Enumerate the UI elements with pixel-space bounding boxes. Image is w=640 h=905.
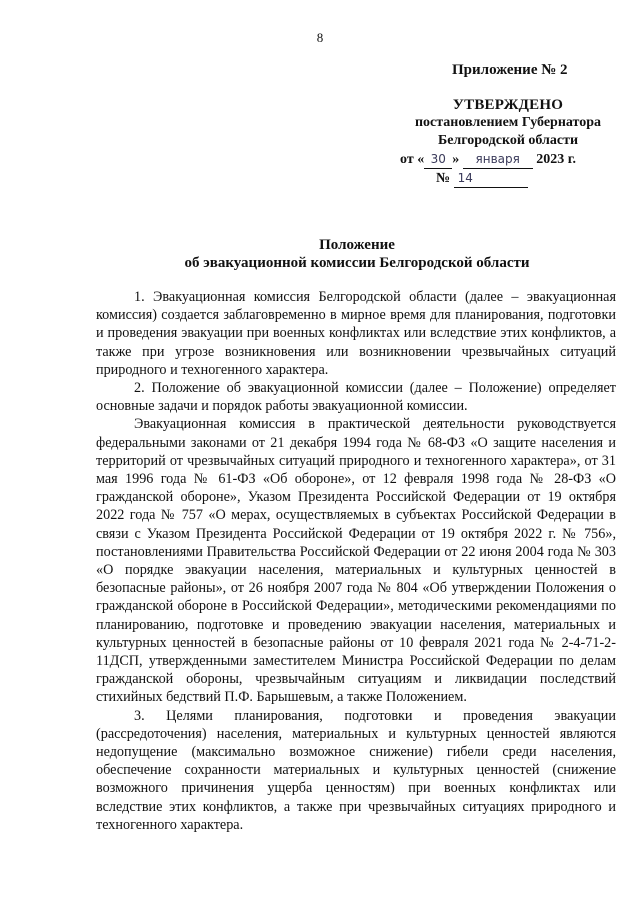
date-mid: » — [452, 152, 460, 167]
document-body — [96, 288, 616, 834]
paragraph-3: Эвакуационная комиссия в практической деятельности руководствуется федеральными законами от 21 декабря 1994 года № 68-ФЗ «О защите населения и территорий от чрезвычайных ситуаций природного и техногенного характера», от 31 мая 1996 года № 61-ФЗ «Об обороне», от 12 февраля 1998 года № 28-ФЗ «О гражданской обороне», Указом Президента Российской Федерации от 19 октября 2022 года № 757 «О мерах, осуществляемых в субъектах Российской Федерации в связи с Указом Президента Российской Федерации от 19 октября 2022 г. № 756», постановлениями Правительства Российской Федерации от 22 июня 2004 года № 303 «О порядке эвакуации населения, материальных и культурных ценностей в безопасные районы», от 26 ноября 2007 года № 804 «Об утверждении Положения о гражданской обороне в Российской Федерации», методическими рекомендациями по планированию, подготовке и проведению эвакуации населения, материальных и культурных ценностей в безопасные районы от 10 февраля 2021 года № 2-4-71-2-11ДСП, утвержденными заместителем Министра Российской Федерации по делам гражданской обороны, чрезвычайным ситуациям и ликвидации последствий стихийных бедствий П.Ф. Барышевым, а также Положением. — [96, 416, 616, 706]
date-day: 30 — [424, 150, 452, 169]
paragraph-1: 1. Эвакуационная комиссия Белгородской области (далее – эвакуационная комиссия) создается заблаговременно в мирное время для планирования, подготовки и проведения эвакуации при военных конфликтах или вследствие этих конфликтов, а также при угрозе возникновения или возникновении чрезвычайных ситуаций природного и техногенного характера. — [96, 289, 616, 378]
page-number: 8 — [316, 30, 324, 45]
date-year: 2023 г. — [536, 152, 576, 167]
paragraph-4: 3. Целями планирования, подготовки и проведения эвакуации (рассредоточения) населения, материальных и культурных ценностей являются недопущение (максимально возможное снижение) гибели среди населения, обеспечение сохранности материальных и культурных ценностей (снижение возможного причинения ущерба ценностям) при военных конфликтах или вследствие этих конфликтов, а также при чрезвычайных ситуациях природного и техногенного характера. — [96, 707, 616, 833]
number-prefix: № — [436, 171, 451, 186]
title-line-1: Положение — [319, 237, 395, 253]
approval-line-1: постановлением Губернатора — [414, 115, 602, 130]
date-prefix: от « — [400, 152, 425, 167]
approval-line-2: Белгородской области — [437, 133, 579, 148]
date-month: января — [463, 150, 533, 169]
paragraph-2: 2. Положение об эвакуационной комиссии (далее – Положение) определяет основные задачи и порядок работы эвакуационной комиссии. — [96, 380, 616, 415]
approval-number — [380, 169, 636, 188]
appendix-label: Приложение № 2 — [452, 62, 568, 78]
approval-block — [380, 96, 636, 188]
document-title — [0, 236, 640, 272]
title-line-2: об эвакуационной комиссии Белгородской области — [184, 255, 530, 271]
approval-heading: УТВЕРЖДЕНО — [452, 97, 564, 113]
number-value: 14 — [454, 169, 528, 188]
approval-date — [380, 150, 636, 169]
